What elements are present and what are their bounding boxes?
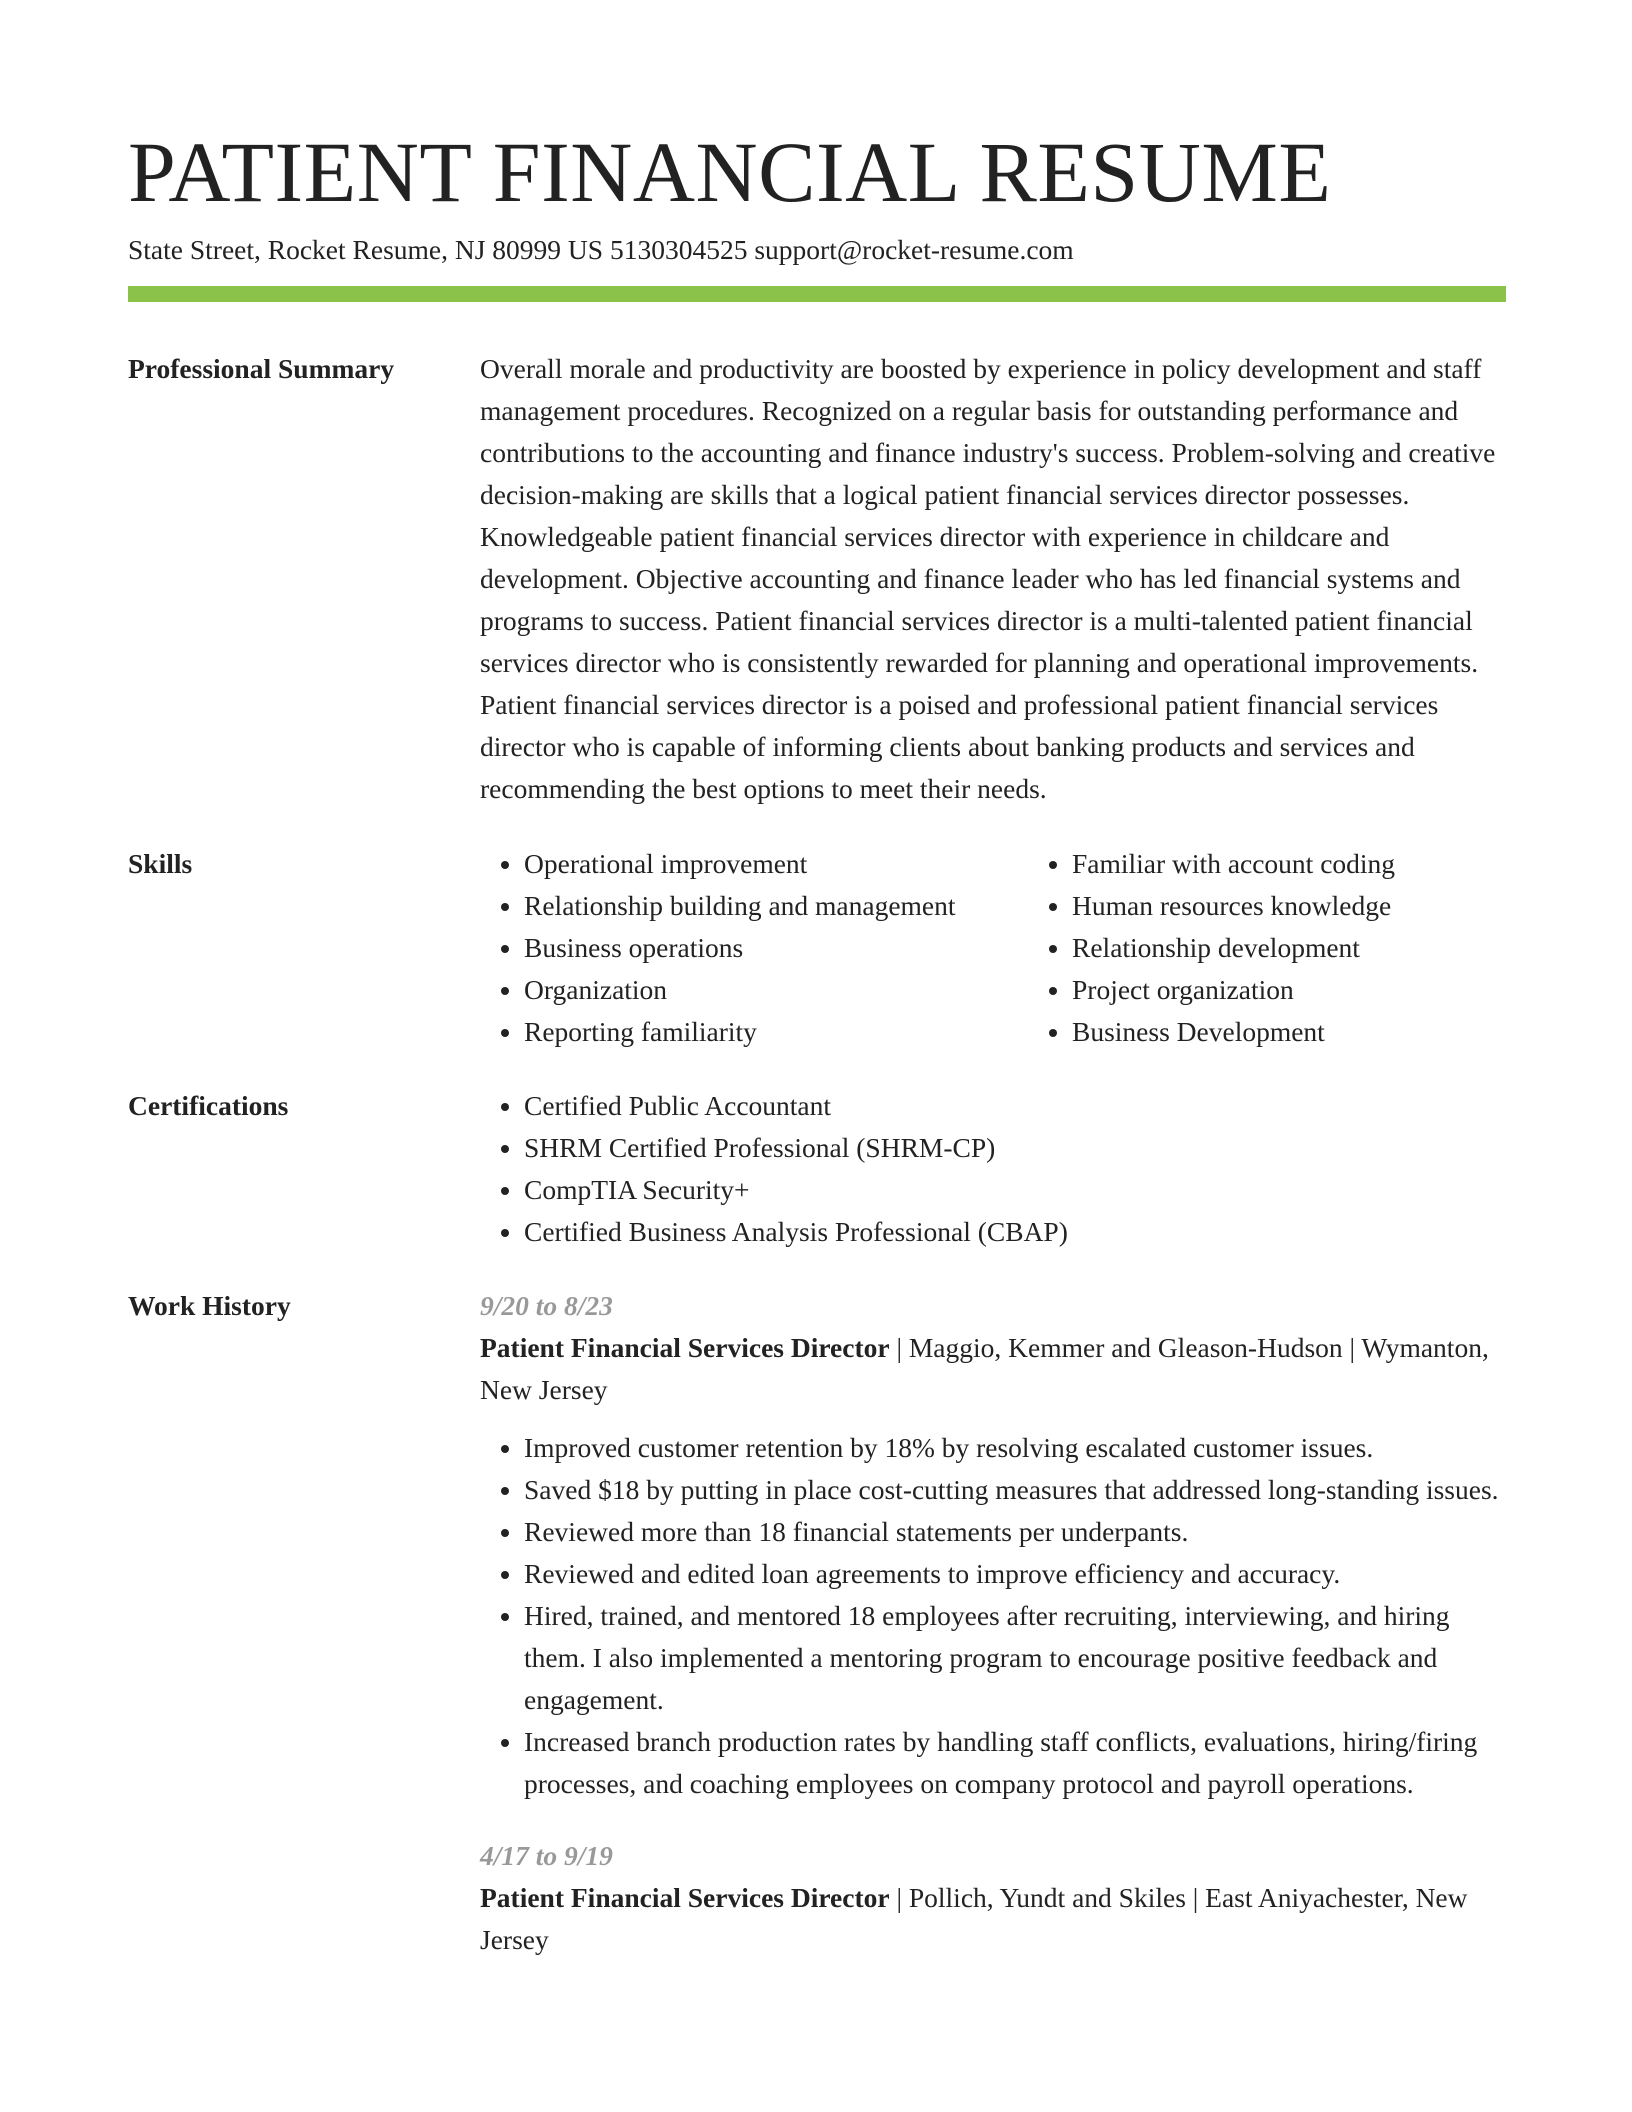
- job-bullet: • Hired, trained, and mentored 18 employees after recruiting, interviewing, and hiring them. I also implemented a mentoring program to encourage positive feedback and engagement.: [524, 1595, 1506, 1721]
- certification-item: • Certified Business Analysis Professional (CBAP): [524, 1211, 1506, 1253]
- skill-item: • Operational improvement: [524, 843, 1028, 885]
- contact-line: State Street, Rocket Resume, NJ 80999 US 5130304525 support@rocket-resume.com: [128, 234, 1074, 265]
- skills-column-left: [480, 843, 1028, 1053]
- job-bullet: • Improved customer retention by 18% by resolving escalated customer issues.: [524, 1427, 1506, 1469]
- job-details: | Pollich, Yundt and Skiles | East Aniyachester, New Jersey: [480, 1882, 1468, 1955]
- skill-item: • Relationship building and management: [524, 885, 1028, 927]
- job-dates: 9/20 to 8/23: [480, 1290, 613, 1321]
- summary-section: [128, 348, 1506, 810]
- job-bullet: • Reviewed and edited loan agreements to improve efficiency and accuracy.: [524, 1553, 1506, 1595]
- skill-item: • Relationship development: [1072, 927, 1506, 969]
- skills-column-right: [1028, 843, 1506, 1053]
- resume-sections: [128, 348, 1506, 1977]
- job-entry: [480, 1835, 1506, 1961]
- skill-item: • Human resources knowledge: [1072, 885, 1506, 927]
- skills-content: [480, 843, 1506, 1053]
- resume-title: PATIENT FINANCIAL RESUME: [128, 124, 1332, 220]
- skill-item: • Business Development: [1072, 1011, 1506, 1053]
- summary-heading: Professional Summary: [128, 353, 395, 384]
- job-bullet: • Saved $18 by putting in place cost-cutting measures that addressed long-standing issues.: [524, 1469, 1506, 1511]
- summary-content: [480, 348, 1506, 810]
- certification-item: • CompTIA Security+: [524, 1169, 1506, 1211]
- certifications-list: [480, 1085, 1506, 1253]
- certifications-heading: Certifications: [128, 1090, 289, 1121]
- summary-text: Overall morale and productivity are boosted by experience in policy development and staff management procedures. Recognized on a regular basis for outstanding performance and contributions to the accounting and finance industry's success. Problem-solving and creative decision-making are skills that a logical patient financial services director possesses. Knowledgeable patient financial services director with experience in childcare and development. Objective accounting and finance leader who has led financial systems and programs to success. Patient financial services director is a multi-talented patient financial services director who is consistently rewarded for planning and operational improvements. Patient financial services director is a poised and professional patient financial services director who is capable of informing clients about banking products and services and recommending the best options to meet their needs.: [480, 353, 1496, 804]
- work-history-content: [480, 1285, 1506, 1977]
- accent-rule: [128, 286, 1506, 302]
- skill-item: • Organization: [524, 969, 1028, 1011]
- job-bullet: • Increased branch production rates by handling staff conflicts, evaluations, hiring/firing processes, and coaching employees on company protocol and payroll operations.: [524, 1721, 1506, 1805]
- skills-grid: [480, 843, 1506, 1053]
- skill-item: • Project organization: [1072, 969, 1506, 1011]
- job-bullet: • Reviewed more than 18 financial statements per underpants.: [524, 1511, 1506, 1553]
- work-history-heading: Work History: [128, 1290, 291, 1321]
- certification-item: • Certified Public Accountant: [524, 1085, 1506, 1127]
- skill-item: • Business operations: [524, 927, 1028, 969]
- job-details: | Maggio, Kemmer and Gleason-Hudson | Wymanton, New Jersey: [480, 1332, 1489, 1405]
- skills-section: [128, 843, 1506, 1053]
- job-title-line: [480, 1327, 1506, 1411]
- job-title-line: [480, 1877, 1506, 1961]
- job-title: Patient Financial Services Director: [480, 1882, 890, 1913]
- skill-item: • Reporting familiarity: [524, 1011, 1028, 1053]
- certifications-content: [480, 1085, 1506, 1253]
- job-title: Patient Financial Services Director: [480, 1332, 890, 1363]
- certifications-section: [128, 1085, 1506, 1253]
- job-bullets: [480, 1427, 1506, 1805]
- skill-item: • Familiar with account coding: [1072, 843, 1506, 885]
- job-entry: [480, 1285, 1506, 1805]
- certification-item: • SHRM Certified Professional (SHRM-CP): [524, 1127, 1506, 1169]
- work-history-section: [128, 1285, 1506, 1977]
- skills-heading: Skills: [128, 848, 193, 879]
- job-dates: 4/17 to 9/19: [480, 1840, 613, 1871]
